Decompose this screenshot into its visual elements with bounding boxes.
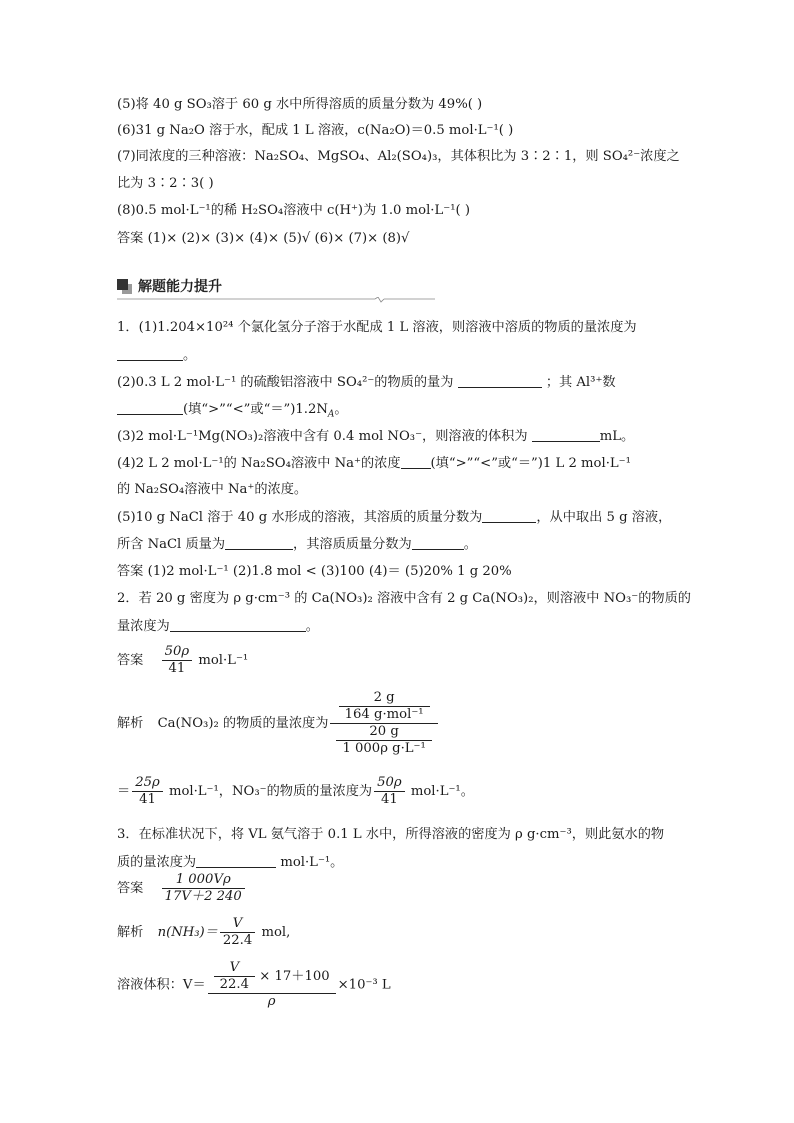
p1-answer: 答案 (1)2 mol·L⁻¹ (2)1.8 mol < (3)100 (4)＝ (5)20% 1 g 20% xyxy=(117,564,512,579)
section-title: 解题能力提升 xyxy=(138,279,222,295)
fraction: $\frac{1 000V\rho}{17V+2 240}$ xyxy=(162,872,245,905)
p2-line2: 量浓度为 。 xyxy=(117,619,319,634)
question-5: (5)将 40 g SO₃溶于 60 g 水中所得溶质的质量分数为 49%( ) xyxy=(117,97,483,112)
answer-blank xyxy=(401,454,431,469)
fraction: $\frac{25\rho}{41}$ xyxy=(132,775,163,808)
answer-blank xyxy=(170,617,306,632)
fraction: $\frac{V}{22.4}$ xyxy=(220,916,255,949)
answer-blank xyxy=(412,535,464,550)
p3-line2: 质的量浓度为 mol·L⁻¹。 xyxy=(117,855,344,870)
compound-fraction: $\frac{\frac{2 g}{\text{164 g·mol⁻¹}}}{\frac{20 g}{\text{1 000ρ g·L⁻¹}}}$ xyxy=(330,690,437,757)
p1-line4: (填“>”“<”或“$=”)1.2N_A$。 xyxy=(117,400,348,424)
question-6: (6)31 g Na₂O 溶于水，配成 1 L 溶液，c(Na₂O)＝0.5 mol·L⁻¹( ) xyxy=(117,123,514,138)
question-7-line2: 比为 3∶2∶3( ) xyxy=(117,176,214,191)
p1-line8: (5)10 g NaCl 溶于 40 g 水形成的溶液，其溶质的质量分数为 ，从中取出 5 g 溶液， xyxy=(117,510,672,525)
p1-line6: (4)2 L 2 mol·L⁻¹的 Na₂SO₄溶液中 Na⁺的浓度 (填“>”“<”或“＝”)1 L 2 mol·L⁻¹ xyxy=(117,456,631,471)
compound-fraction: $\frac{V}{22.4}$ × 17＋100 ρ xyxy=(208,960,336,1010)
answer-blank xyxy=(117,346,183,361)
p2-answer: 答案 $\frac{50\rho}{41}$ mol·L⁻¹ xyxy=(117,644,249,676)
p1-line7: 的 Na₂SO₄溶液中 Na⁺的浓度。 xyxy=(117,482,308,497)
answer-blank xyxy=(225,535,293,550)
question-8: (8)0.5 mol·L⁻¹的稀 H₂SO₄溶液中 c(H⁺)为 1.0 mol·L⁻¹( ) xyxy=(117,203,470,218)
question-7-line1: (7)同浓度的三种溶液：Na₂SO₄、MgSO₄、Al₂(SO₄)₃，其体积比为 3∶2∶1，则 SO₄²⁻浓度之 xyxy=(117,149,680,164)
section-divider xyxy=(117,297,435,303)
p3-answer: 答案 $\frac{1 000V\rho}{17V+2 240}$ xyxy=(117,872,247,905)
p3-explanation: 解析 n(NH₃)＝ $\frac{V}{22.4}$ mol, xyxy=(117,916,291,948)
p1-line2: 。 xyxy=(117,346,196,365)
answer-key-top: 答案 (1)× (2)× (3)× (4)× (5)√ (6)× (7)× (8)√ xyxy=(117,231,410,246)
fraction: $\frac{50\rho}{41}$ xyxy=(374,775,405,808)
p1-line1: 1．(1)1.204×10²⁴ 个氯化氢分子溶于水配成 1 L 溶液，则溶液中溶质的物质的量浓度为 xyxy=(117,320,637,335)
answer-blank xyxy=(532,427,600,442)
answer-blank xyxy=(482,508,536,523)
section-square-icon xyxy=(117,279,132,294)
p2-result: ＝ $\frac{25\rho}{41}$ mol·L⁻¹，NO₃⁻的物质的量浓度为 $\frac{50\rho}{41}$ mol·L⁻¹。 xyxy=(117,775,474,807)
fraction: $\frac{50\rho}{41}$ xyxy=(162,644,193,677)
p2-line1: 2．若 20 g 密度为 ρ g·cm⁻³ 的 Ca(NO₃)₂ 溶液中含有 2 g Ca(NO₃)₂，则溶液中 NO₃⁻的物质的 xyxy=(117,591,691,606)
answer-blank xyxy=(458,373,542,388)
p1-line3: (2)0.3 L 2 mol·L⁻¹ 的硫酸铝溶液中 SO₄²⁻的物质的量为 ；其 Al³⁺数 xyxy=(117,375,616,390)
p1-line9: 所含 NaCl 质量为 ，其溶质质量分数为 。 xyxy=(117,537,477,552)
p3-line1: 3．在标准状况下，将 VL 氨气溶于 0.1 L 水中，所得溶液的密度为 ρ g·cm⁻³，则此氨水的物 xyxy=(117,827,665,842)
p2-explanation: 解析 Ca(NO₃)₂ 的物质的量浓度为 $\frac{\frac{2 g}{\text{164 g·mol⁻¹}}}{\frac{20 g}{\text{1 000ρ g·L⁻¹}}}$ xyxy=(117,690,440,757)
p1-line5: (3)2 mol·L⁻¹Mg(NO₃)₂溶液中含有 0.4 mol NO₃⁻，则溶液的体积为 mL。 xyxy=(117,429,635,444)
p3-volume: 溶液体积：V＝ $\frac{V}{22.4}$ × 17＋100 ρ ×10⁻³ L xyxy=(117,960,391,1009)
answer-blank xyxy=(117,400,183,415)
answer-blank xyxy=(196,853,276,868)
section-header xyxy=(117,275,222,297)
